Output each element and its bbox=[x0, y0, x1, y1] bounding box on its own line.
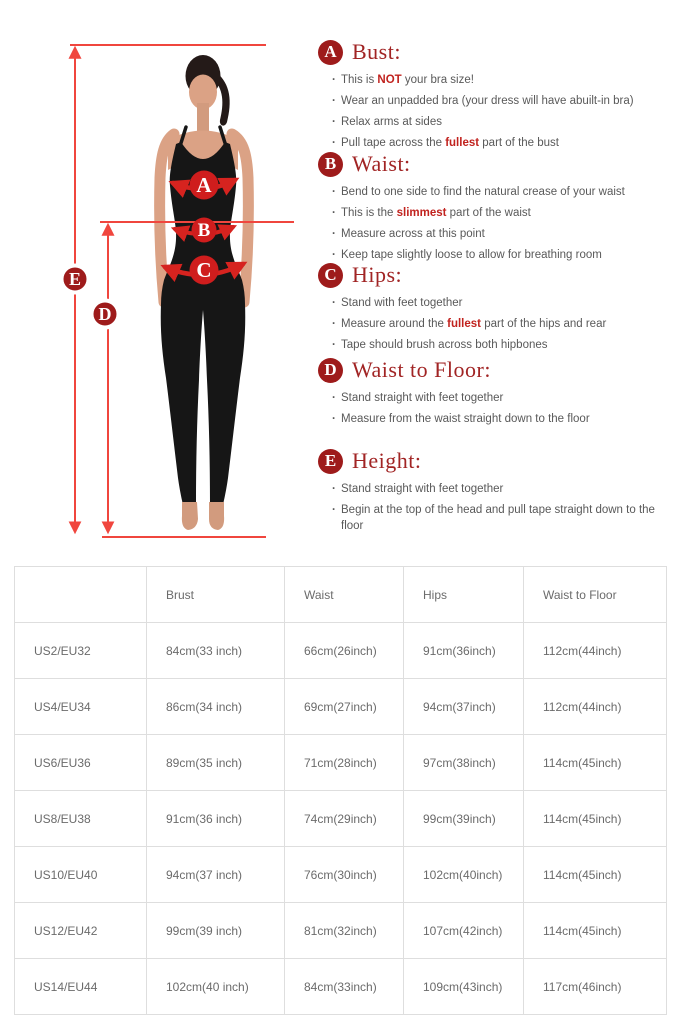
section-b bbox=[318, 151, 674, 268]
measurement-cell: 114cm(45inch) bbox=[524, 847, 667, 903]
size-table bbox=[14, 566, 667, 1015]
measurement-cell: 74cm(29inch) bbox=[285, 791, 404, 847]
measurement-cell: 66cm(26inch) bbox=[285, 623, 404, 679]
height-marker-letter: E bbox=[68, 269, 82, 289]
bust-marker-letter: A bbox=[196, 173, 212, 197]
size-label-cell: US14/EU44 bbox=[15, 959, 147, 1015]
size-table-header-cell: Waist to Floor bbox=[524, 567, 667, 623]
size-table-row bbox=[15, 903, 667, 959]
measurement-cell: 114cm(45inch) bbox=[524, 735, 667, 791]
measurement-cell: 91cm(36inch) bbox=[404, 623, 524, 679]
bullet-item: · Keep tape slightly loose to allow for breathing room bbox=[332, 247, 659, 263]
measurement-cell: 107cm(42inch) bbox=[404, 903, 524, 959]
instruction-sections bbox=[318, 0, 674, 560]
section-e bbox=[318, 448, 674, 539]
size-label-cell: US6/EU36 bbox=[15, 735, 147, 791]
section-title: Waist: bbox=[352, 151, 411, 176]
bullet-list bbox=[318, 390, 674, 427]
highlighted-word: slimmest bbox=[396, 207, 447, 220]
size-table-body bbox=[15, 623, 667, 1015]
measurement-cell: 84cm(33 inch) bbox=[147, 623, 285, 679]
bullet-list bbox=[318, 295, 674, 353]
size-label-cell: US8/EU38 bbox=[15, 791, 147, 847]
bullet-list bbox=[318, 72, 674, 151]
measurement-cell: 97cm(38inch) bbox=[404, 735, 524, 791]
size-label-cell: US4/EU34 bbox=[15, 679, 147, 735]
measurement-cell: 86cm(34 inch) bbox=[147, 679, 285, 735]
measurement-cell: 99cm(39 inch) bbox=[147, 903, 285, 959]
size-label-cell: US2/EU32 bbox=[15, 623, 147, 679]
bullet-item: · Stand straight with feet together bbox=[332, 390, 659, 406]
measurement-cell: 117cm(46inch) bbox=[524, 959, 667, 1015]
section-heading bbox=[318, 151, 674, 177]
size-table-row bbox=[15, 623, 667, 679]
measurement-cell: 112cm(44inch) bbox=[524, 679, 667, 735]
highlighted-word: fullest bbox=[447, 318, 481, 331]
section-heading bbox=[318, 39, 674, 65]
letter-badge: C bbox=[318, 263, 343, 288]
size-table-row bbox=[15, 791, 667, 847]
waist-to-floor-marker-letter: D bbox=[98, 304, 112, 324]
measurement-cell: 112cm(44inch) bbox=[524, 623, 667, 679]
bullet-list bbox=[318, 481, 674, 534]
measurement-cell: 94cm(37 inch) bbox=[147, 847, 285, 903]
size-table-head bbox=[15, 567, 667, 623]
measurement-figure bbox=[0, 0, 310, 560]
model-silhouette bbox=[160, 55, 249, 530]
bullet-item: · Bend to one side to find the natural crease of your waist bbox=[332, 184, 659, 200]
measurement-cell: 102cm(40 inch) bbox=[147, 959, 285, 1015]
measurement-cell: 89cm(35 inch) bbox=[147, 735, 285, 791]
measurement-cell: 71cm(28inch) bbox=[285, 735, 404, 791]
highlighted-word: fullest bbox=[445, 137, 480, 150]
letter-badge: E bbox=[318, 449, 343, 474]
waist-marker-letter: B bbox=[197, 220, 211, 241]
measurement-cell: 109cm(43inch) bbox=[404, 959, 524, 1015]
bullet-item: · Pull tape across the fullest part of the bust bbox=[332, 135, 659, 151]
size-table-row bbox=[15, 679, 667, 735]
size-table-header-cell: Waist bbox=[285, 567, 404, 623]
measurement-cell: 76cm(30inch) bbox=[285, 847, 404, 903]
letter-badge: A bbox=[318, 40, 343, 65]
section-title: Waist to Floor: bbox=[352, 357, 491, 382]
measurement-cell: 102cm(40inch) bbox=[404, 847, 524, 903]
bullet-item: · Begin at the top of the head and pull tape straight down to the floor bbox=[332, 502, 659, 534]
measurement-cell: 114cm(45inch) bbox=[524, 903, 667, 959]
bullet-item: · This is NOT your bra size! bbox=[332, 72, 659, 88]
measurement-cell: 91cm(36 inch) bbox=[147, 791, 285, 847]
size-table-row bbox=[15, 959, 667, 1015]
section-heading bbox=[318, 357, 674, 383]
bullet-item: · Measure across at this point bbox=[332, 226, 659, 242]
section-c bbox=[318, 262, 674, 358]
section-d bbox=[318, 357, 674, 432]
size-table-row bbox=[15, 847, 667, 903]
letter-badge: D bbox=[318, 358, 343, 383]
size-label-cell: US10/EU40 bbox=[15, 847, 147, 903]
measurement-cell: 99cm(39inch) bbox=[404, 791, 524, 847]
size-label-cell: US12/EU42 bbox=[15, 903, 147, 959]
highlighted-word: NOT bbox=[377, 74, 402, 86]
size-table-header-cell: Hips bbox=[404, 567, 524, 623]
bullet-item: · Tape should brush across both hipbones bbox=[332, 337, 659, 353]
letter-badge: B bbox=[318, 152, 343, 177]
size-table-row bbox=[15, 735, 667, 791]
measurement-cell: 84cm(33inch) bbox=[285, 959, 404, 1015]
section-a bbox=[318, 39, 674, 156]
bullet-item: · Wear an unpadded bra (your dress will have abuilt-in bra) bbox=[332, 93, 659, 109]
bullet-item: · Relax arms at sides bbox=[332, 114, 659, 130]
section-heading bbox=[318, 448, 674, 474]
section-title: Height: bbox=[352, 448, 422, 473]
bullet-item: · This is the slimmest part of the waist bbox=[332, 205, 659, 221]
bullet-list bbox=[318, 184, 674, 263]
bullet-item: · Measure from the waist straight down to the floor bbox=[332, 411, 659, 427]
measurement-cell: 81cm(32inch) bbox=[285, 903, 404, 959]
section-title: Hips: bbox=[352, 262, 403, 287]
measurement-cell: 94cm(37inch) bbox=[404, 679, 524, 735]
figure-svg bbox=[0, 0, 310, 560]
size-table-header-cell: Brust bbox=[147, 567, 285, 623]
section-title: Bust: bbox=[352, 39, 401, 64]
section-heading bbox=[318, 262, 674, 288]
bullet-item: · Stand straight with feet together bbox=[332, 481, 659, 497]
bullet-item: · Stand with feet together bbox=[332, 295, 659, 311]
measurement-cell: 114cm(45inch) bbox=[524, 791, 667, 847]
bullet-item: · Measure around the fullest part of the hips and rear bbox=[332, 316, 659, 332]
hips-marker-letter: C bbox=[196, 258, 212, 282]
size-table-header-row bbox=[15, 567, 667, 623]
size-table-header-cell bbox=[15, 567, 147, 623]
measurement-cell: 69cm(27inch) bbox=[285, 679, 404, 735]
